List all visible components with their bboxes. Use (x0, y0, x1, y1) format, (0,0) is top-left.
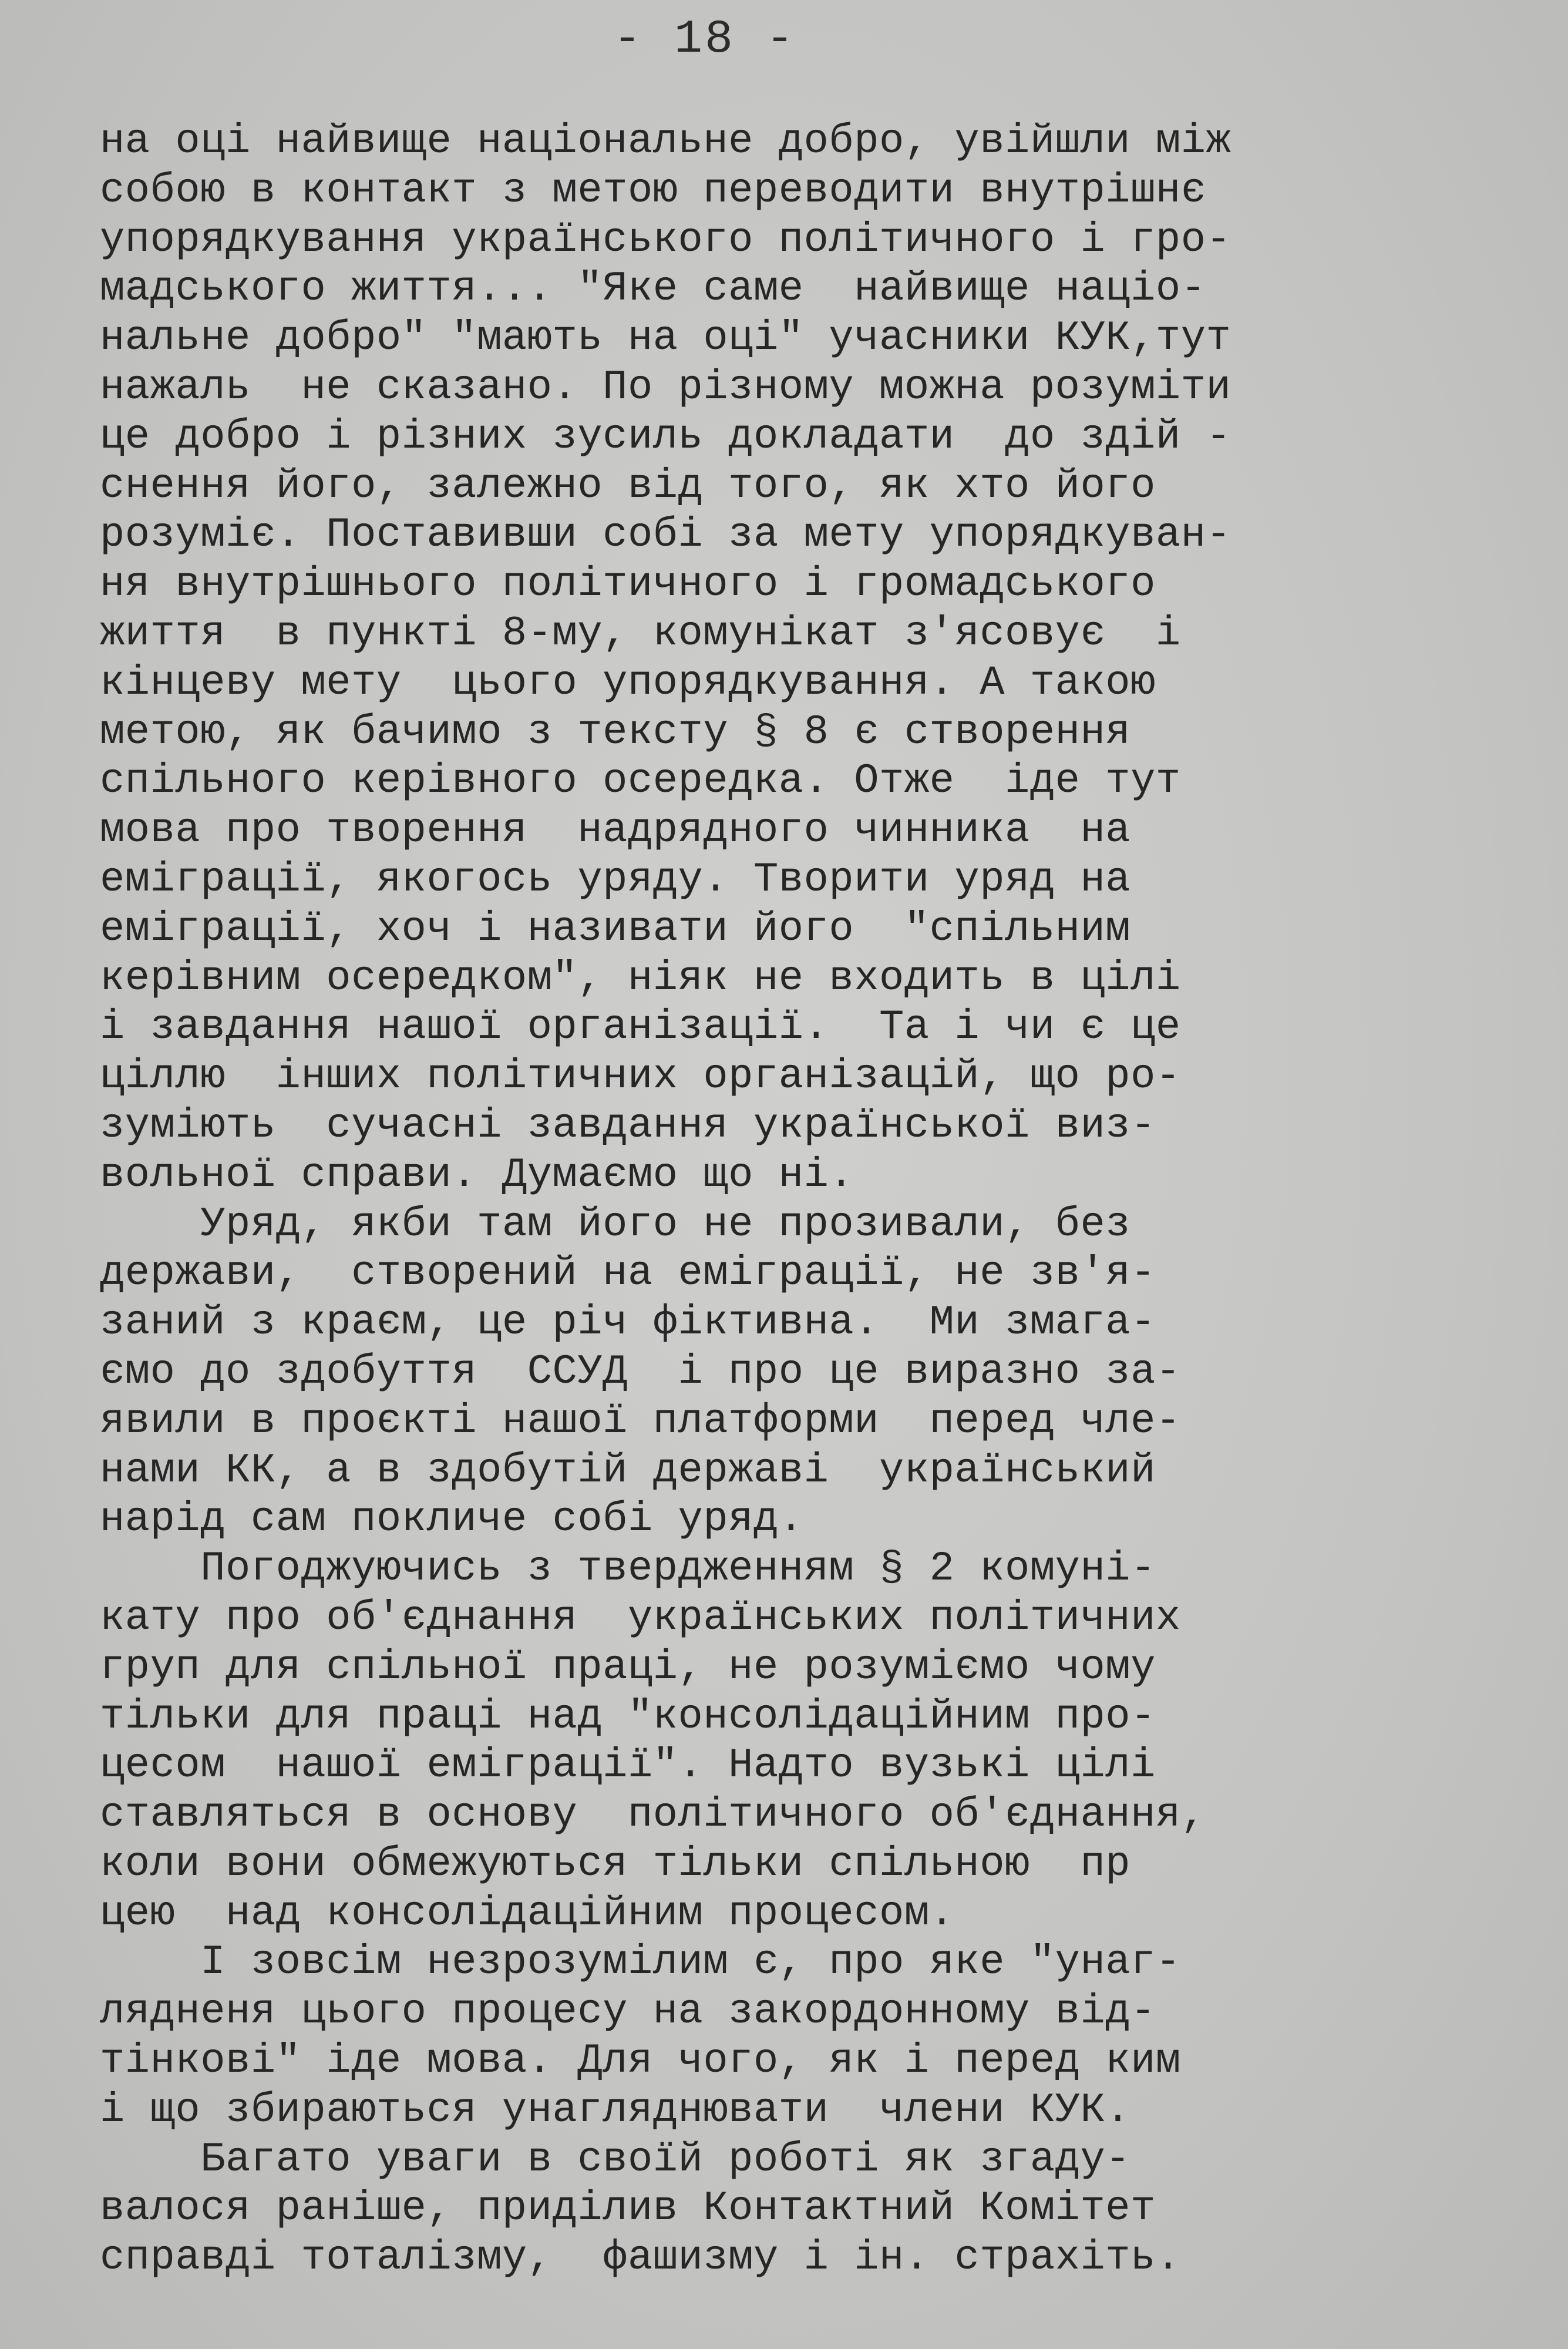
text-line: спільного керівного осередка. Отже іде тут (100, 758, 1181, 805)
text-line: ємо до здобуття ССУД і про це виразно за- (100, 1348, 1181, 1396)
text-line: держави, створений на еміграції, не зв'я- (100, 1250, 1156, 1298)
text-line: І зовсім незрозумілим є, про яке "унаг- (100, 1939, 1181, 1987)
text-line: метою, як бачимо з тексту § 8 є створення (100, 708, 1131, 756)
text-line: це добро і різних зусиль докладати до здій - (100, 413, 1231, 461)
text-line: мадського життя... "Яке саме найвище націо- (100, 266, 1206, 313)
text-line: снення його, залежно від того, як хто його (100, 462, 1156, 510)
text-line: нарід сам покличе собі уряд. (100, 1496, 804, 1544)
text-line: упорядкування українського політичного і гро- (100, 216, 1231, 264)
text-line: тінкові" іде мова. Для чого, як і перед ким (100, 2038, 1181, 2085)
text-line: справді тоталізму, фашизму і ін. страхіть. (100, 2234, 1181, 2282)
text-line: вольної справи. Думаємо що ні. (100, 1151, 854, 1199)
text-line: тільки для праці над "консолідаційним про- (100, 1693, 1156, 1740)
text-line: ціллю інших політичних організацій, що ро- (100, 1053, 1181, 1101)
text-line: валося раніше, приділив Контактний Комітет (100, 2185, 1156, 2233)
text-line: груп для спільної праці, не розуміємо чому (100, 1644, 1156, 1691)
text-line: Багато уваги в своїй роботі як згаду- (100, 2136, 1131, 2183)
text-line: нами КК, а в здобутій державі український (100, 1447, 1156, 1494)
text-line: цею над консолідаційним процесом. (100, 1890, 955, 1937)
text-line: на оці найвище національне добро, увійшли між (100, 118, 1231, 165)
text-line: зуміють сучасні завдання української виз- (100, 1102, 1156, 1150)
text-line: еміграції, хоч і називати його "спільним (100, 905, 1131, 953)
text-line: еміграції, якогось уряду. Творити уряд на (100, 856, 1131, 903)
text-line: життя в пункті 8-му, комунікат з'ясовує і (100, 610, 1181, 657)
text-line: і завдання нашої організації. Та і чи є це (100, 1004, 1181, 1051)
text-line: Уряд, якби там його не прозивали, без (100, 1201, 1131, 1248)
text-line: мова про творення надрядного чинника на (100, 807, 1131, 855)
text-line: ставляться в основу політичного об'єднання, (100, 1792, 1206, 1839)
text-line: явили в проєкті нашої платформи перед чле- (100, 1397, 1181, 1445)
text-line: лядненя цього процесу на закордонному від- (100, 1988, 1156, 2036)
text-line: собою в контакт з метою переводити внутрішнє (100, 167, 1206, 214)
page-number: - 18 - (613, 13, 797, 66)
typewritten-text (100, 117, 1468, 2283)
text-line: кінцеву мету цього упорядкування. А такою (100, 659, 1156, 707)
text-line: ня внутрішнього політичного і громадського (100, 561, 1156, 609)
text-line: цесом нашої еміграції". Надто вузькі цілі (100, 1742, 1156, 1790)
text-line: керівним осередком", ніяк не входить в цілі (100, 955, 1181, 1002)
text-line: нальне добро" "мають на оці" учасники КУК,тут (100, 315, 1231, 362)
text-line: коли вони обмежуються тільки спільною пр (100, 1840, 1131, 1888)
text-line: Погоджуючись з твердженням § 2 комуні- (100, 1545, 1156, 1593)
text-line: і що збираються унагляднювати члени КУК. (100, 2086, 1131, 2134)
text-line: розуміє. Поставивши собі за мету упорядкуван- (100, 512, 1231, 559)
text-line: кату про об'єднання українських політичних (100, 1594, 1181, 1642)
text-line: нажаль не сказано. По різному можна розуміти (100, 364, 1231, 411)
text-line: заний з краєм, це річ фіктивна. Ми змага- (100, 1299, 1156, 1347)
